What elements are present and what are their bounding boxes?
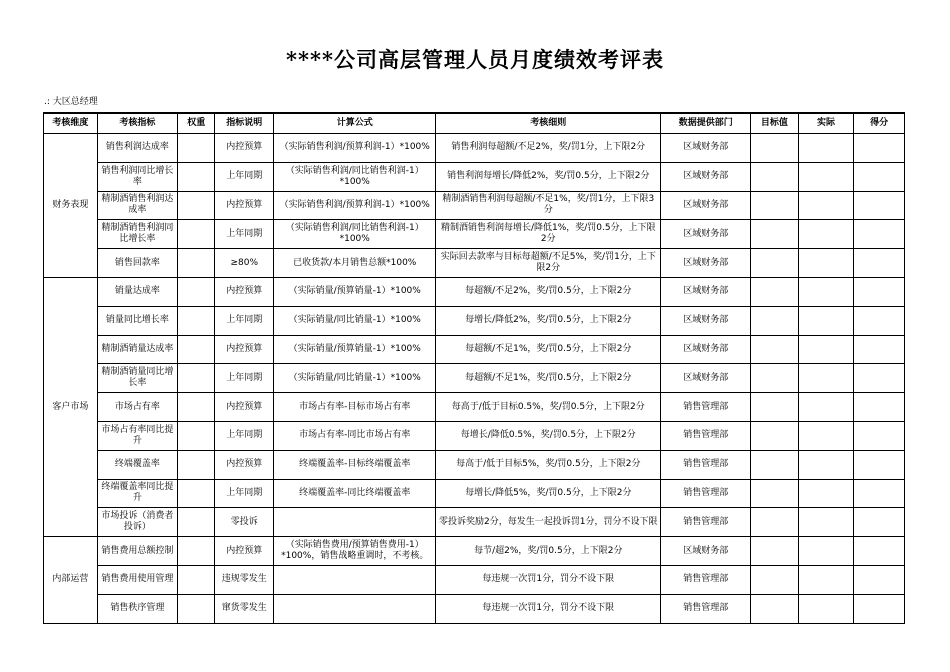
table-row — [44, 565, 905, 594]
actual-cell[interactable] — [798, 565, 854, 594]
indicator-cell: 精制酒销量同比增长率 — [97, 364, 178, 393]
desc-cell: 上年同期 — [215, 306, 274, 335]
dept-cell: 销售管理部 — [661, 421, 751, 450]
weight-cell — [178, 306, 215, 335]
target-cell[interactable] — [751, 537, 798, 566]
table-row — [44, 306, 905, 335]
table-row — [44, 335, 905, 364]
formula-cell — [274, 594, 436, 623]
score-cell[interactable] — [854, 508, 905, 537]
performance-table — [43, 112, 905, 624]
rule-cell: 每高于/低于目标0.5%，奖/罚0.5分，上下限2分 — [436, 393, 661, 422]
desc-cell: 内控预算 — [215, 134, 274, 163]
indicator-cell: 销售回款率 — [97, 249, 178, 278]
formula-cell: 已收货款/本月销售总额*100% — [274, 249, 436, 278]
rule-cell: 销售利润每增长/降低2%，奖/罚0.5分，上下限2分 — [436, 162, 661, 191]
dept-cell: 区域财务部 — [661, 364, 751, 393]
score-cell[interactable] — [854, 306, 905, 335]
score-cell[interactable] — [854, 249, 905, 278]
column-header: 实际 — [798, 113, 854, 134]
desc-cell: 内控预算 — [215, 450, 274, 479]
weight-cell — [178, 162, 215, 191]
indicator-cell: 销售费用总额控制 — [97, 537, 178, 566]
desc-cell: 内控预算 — [215, 537, 274, 566]
indicator-cell: 销售利润同比增长率 — [97, 162, 178, 191]
dept-cell: 区域财务部 — [661, 335, 751, 364]
actual-cell[interactable] — [798, 393, 854, 422]
weight-cell — [178, 335, 215, 364]
actual-cell[interactable] — [798, 594, 854, 623]
target-cell[interactable] — [751, 220, 798, 249]
rule-cell: 精制酒销售利润每超额/不足1%，奖/罚1分，上下限3分 — [436, 191, 661, 220]
dept-cell: 销售管理部 — [661, 565, 751, 594]
table-row — [44, 479, 905, 508]
table-row — [44, 277, 905, 306]
table-row — [44, 594, 905, 623]
table-row — [44, 249, 905, 278]
weight-cell — [178, 393, 215, 422]
weight-cell — [178, 450, 215, 479]
indicator-cell: 终端覆盖率同比提升 — [97, 479, 178, 508]
indicator-cell: 终端覆盖率 — [97, 450, 178, 479]
rule-cell: 每增长/降低2%，奖/罚0.5分，上下限2分 — [436, 306, 661, 335]
rule-cell: 每超额/不足1%，奖/罚0.5分，上下限2分 — [436, 335, 661, 364]
rule-cell: 销售利润每超额/不足2%，奖/罚1分，上下限2分 — [436, 134, 661, 163]
column-header: 目标值 — [751, 113, 798, 134]
desc-cell: 上年同期 — [215, 479, 274, 508]
actual-cell[interactable] — [798, 162, 854, 191]
weight-cell — [178, 220, 215, 249]
score-cell[interactable] — [854, 220, 905, 249]
score-cell[interactable] — [854, 450, 905, 479]
dept-cell: 销售管理部 — [661, 508, 751, 537]
target-cell[interactable] — [751, 249, 798, 278]
actual-cell[interactable] — [798, 537, 854, 566]
dept-cell: 区域财务部 — [661, 191, 751, 220]
formula-cell — [274, 508, 436, 537]
target-cell[interactable] — [751, 162, 798, 191]
score-cell[interactable] — [854, 537, 905, 566]
desc-cell: 零投诉 — [215, 508, 274, 537]
rule-cell: 每节/超2%，奖/罚0.5分，上下限2分 — [436, 537, 661, 566]
dimension-cell: 财务表现 — [44, 134, 98, 278]
rule-cell: 每违规一次罚1分，罚分不设下限 — [436, 594, 661, 623]
formula-cell: （实际销售利润/预算利润-1）*100% — [274, 191, 436, 220]
score-cell[interactable] — [854, 565, 905, 594]
table-row — [44, 162, 905, 191]
indicator-cell: 精制酒销量达成率 — [97, 335, 178, 364]
column-header: 权重 — [178, 113, 215, 134]
column-header: 考核细则 — [436, 113, 661, 134]
rule-cell: 每超额/不足1%，奖/罚0.5分，上下限2分 — [436, 364, 661, 393]
dept-cell: 销售管理部 — [661, 594, 751, 623]
table-row — [44, 450, 905, 479]
column-header: 指标说明 — [215, 113, 274, 134]
score-cell[interactable] — [854, 479, 905, 508]
table-header-row — [44, 113, 905, 134]
dept-cell: 区域财务部 — [661, 134, 751, 163]
actual-cell[interactable] — [798, 220, 854, 249]
target-cell[interactable] — [751, 306, 798, 335]
score-cell[interactable] — [854, 191, 905, 220]
actual-cell[interactable] — [798, 249, 854, 278]
column-header: 得分 — [854, 113, 905, 134]
formula-cell: （实际销量/预算销量-1）*100% — [274, 335, 436, 364]
dept-cell: 区域财务部 — [661, 249, 751, 278]
desc-cell: 内控预算 — [215, 393, 274, 422]
desc-cell: ≥80% — [215, 249, 274, 278]
formula-cell: 市场占有率-同比市场占有率 — [274, 421, 436, 450]
desc-cell: 内控预算 — [215, 277, 274, 306]
target-cell[interactable] — [751, 134, 798, 163]
weight-cell — [178, 364, 215, 393]
weight-cell — [178, 537, 215, 566]
column-header: 数据提供部门 — [661, 113, 751, 134]
dept-cell: 区域财务部 — [661, 306, 751, 335]
score-cell[interactable] — [854, 277, 905, 306]
actual-cell[interactable] — [798, 277, 854, 306]
target-cell[interactable] — [751, 508, 798, 537]
formula-cell: 终端覆盖率-目标终端覆盖率 — [274, 450, 436, 479]
formula-cell: （实际销售利润/同比销售利润-1）*100% — [274, 220, 436, 249]
dept-cell: 区域财务部 — [661, 537, 751, 566]
weight-cell — [178, 479, 215, 508]
actual-cell[interactable] — [798, 191, 854, 220]
table-row — [44, 134, 905, 163]
actual-cell[interactable] — [798, 508, 854, 537]
dept-cell: 区域财务部 — [661, 220, 751, 249]
score-cell[interactable] — [854, 162, 905, 191]
desc-cell: 违规零发生 — [215, 565, 274, 594]
target-cell[interactable] — [751, 565, 798, 594]
weight-cell — [178, 134, 215, 163]
formula-cell: （实际销量/同比销量-1）*100% — [274, 306, 436, 335]
indicator-cell: 销量达成率 — [97, 277, 178, 306]
desc-cell: 上年同期 — [215, 162, 274, 191]
column-header: 考核指标 — [97, 113, 178, 134]
desc-cell: 内控预算 — [215, 191, 274, 220]
rule-cell: 每增长/降低0.5%，奖/罚0.5分，上下限2分 — [436, 421, 661, 450]
table-row — [44, 537, 905, 566]
target-cell[interactable] — [751, 450, 798, 479]
desc-cell: 上年同期 — [215, 364, 274, 393]
actual-cell[interactable] — [798, 306, 854, 335]
target-cell[interactable] — [751, 479, 798, 508]
weight-cell — [178, 565, 215, 594]
table-row — [44, 421, 905, 450]
page-title: ****公司高层管理人员月度绩效考评表 — [286, 47, 664, 72]
target-cell[interactable] — [751, 594, 798, 623]
indicator-cell: 销量同比增长率 — [97, 306, 178, 335]
table-body — [44, 134, 905, 624]
formula-cell: （实际销量/同比销量-1）*100% — [274, 364, 436, 393]
target-cell[interactable] — [751, 421, 798, 450]
indicator-cell: 销售利润达成率 — [97, 134, 178, 163]
table-row — [44, 220, 905, 249]
dimension-cell: 客户市场 — [44, 277, 98, 536]
actual-cell[interactable] — [798, 134, 854, 163]
position-subtitle: .: 大区总经理 — [44, 97, 98, 107]
rule-cell: 每增长/降低5%，奖/罚0.5分，上下限2分 — [436, 479, 661, 508]
formula-cell: （实际销售费用/预算销售费用-1）*100%，销售战略重调时，不考核。 — [274, 537, 436, 566]
indicator-cell: 销售秩序管理 — [97, 594, 178, 623]
desc-cell: 上年同期 — [215, 421, 274, 450]
target-cell[interactable] — [751, 364, 798, 393]
score-cell[interactable] — [854, 594, 905, 623]
desc-cell: 窜货零发生 — [215, 594, 274, 623]
weight-cell — [178, 191, 215, 220]
weight-cell — [178, 249, 215, 278]
target-cell[interactable] — [751, 393, 798, 422]
target-cell[interactable] — [751, 335, 798, 364]
formula-cell: 市场占有率-目标市场占有率 — [274, 393, 436, 422]
table-row — [44, 364, 905, 393]
desc-cell: 内控预算 — [215, 335, 274, 364]
actual-cell[interactable] — [798, 335, 854, 364]
actual-cell[interactable] — [798, 421, 854, 450]
rule-cell: 每超额/不足2%，奖/罚0.5分，上下限2分 — [436, 277, 661, 306]
formula-cell: （实际销量/预算销量-1）*100% — [274, 277, 436, 306]
score-cell[interactable] — [854, 393, 905, 422]
actual-cell[interactable] — [798, 364, 854, 393]
dept-cell: 销售管理部 — [661, 393, 751, 422]
indicator-cell: 市场占有率 — [97, 393, 178, 422]
dept-cell: 区域财务部 — [661, 277, 751, 306]
rule-cell: 零投诉奖励2分，每发生一起投诉罚1分，罚分不设下限 — [436, 508, 661, 537]
dept-cell: 销售管理部 — [661, 450, 751, 479]
column-header: 考核维度 — [44, 113, 98, 134]
desc-cell: 上年同期 — [215, 220, 274, 249]
dimension-cell: 内部运营 — [44, 537, 98, 623]
target-cell[interactable] — [751, 191, 798, 220]
dept-cell: 区域财务部 — [661, 162, 751, 191]
formula-cell: （实际销售利润/同比销售利润-1）*100% — [274, 162, 436, 191]
rule-cell: 精制酒销售利润每增长/降低1%，奖/罚0.5分，上下限2分 — [436, 220, 661, 249]
formula-cell: （实际销售利润/预算利润-1）*100% — [274, 134, 436, 163]
weight-cell — [178, 421, 215, 450]
column-header: 计算公式 — [274, 113, 436, 134]
weight-cell — [178, 594, 215, 623]
table-row — [44, 393, 905, 422]
rule-cell: 每高于/低于目标5%，奖/罚0.5分，上下限2分 — [436, 450, 661, 479]
table-row — [44, 508, 905, 537]
actual-cell[interactable] — [798, 479, 854, 508]
formula-cell: 终端覆盖率-同比终端覆盖率 — [274, 479, 436, 508]
weight-cell — [178, 508, 215, 537]
score-cell[interactable] — [854, 335, 905, 364]
actual-cell[interactable] — [798, 450, 854, 479]
indicator-cell: 精制酒销售利润同比增长率 — [97, 220, 178, 249]
indicator-cell: 销售费用使用管理 — [97, 565, 178, 594]
indicator-cell: 精制酒销售利润达成率 — [97, 191, 178, 220]
rule-cell: 每违规一次罚1分，罚分不设下限 — [436, 565, 661, 594]
score-cell[interactable] — [854, 421, 905, 450]
indicator-cell: 市场投诉（消费者投诉） — [97, 508, 178, 537]
weight-cell — [178, 277, 215, 306]
rule-cell: 实际回去款率与目标每超额/不足5%，奖/罚1分，上下限2分 — [436, 249, 661, 278]
table-row — [44, 191, 905, 220]
dept-cell: 销售管理部 — [661, 479, 751, 508]
score-cell[interactable] — [854, 364, 905, 393]
formula-cell — [274, 565, 436, 594]
indicator-cell: 市场占有率同比提升 — [97, 421, 178, 450]
score-cell[interactable] — [854, 134, 905, 163]
target-cell[interactable] — [751, 277, 798, 306]
